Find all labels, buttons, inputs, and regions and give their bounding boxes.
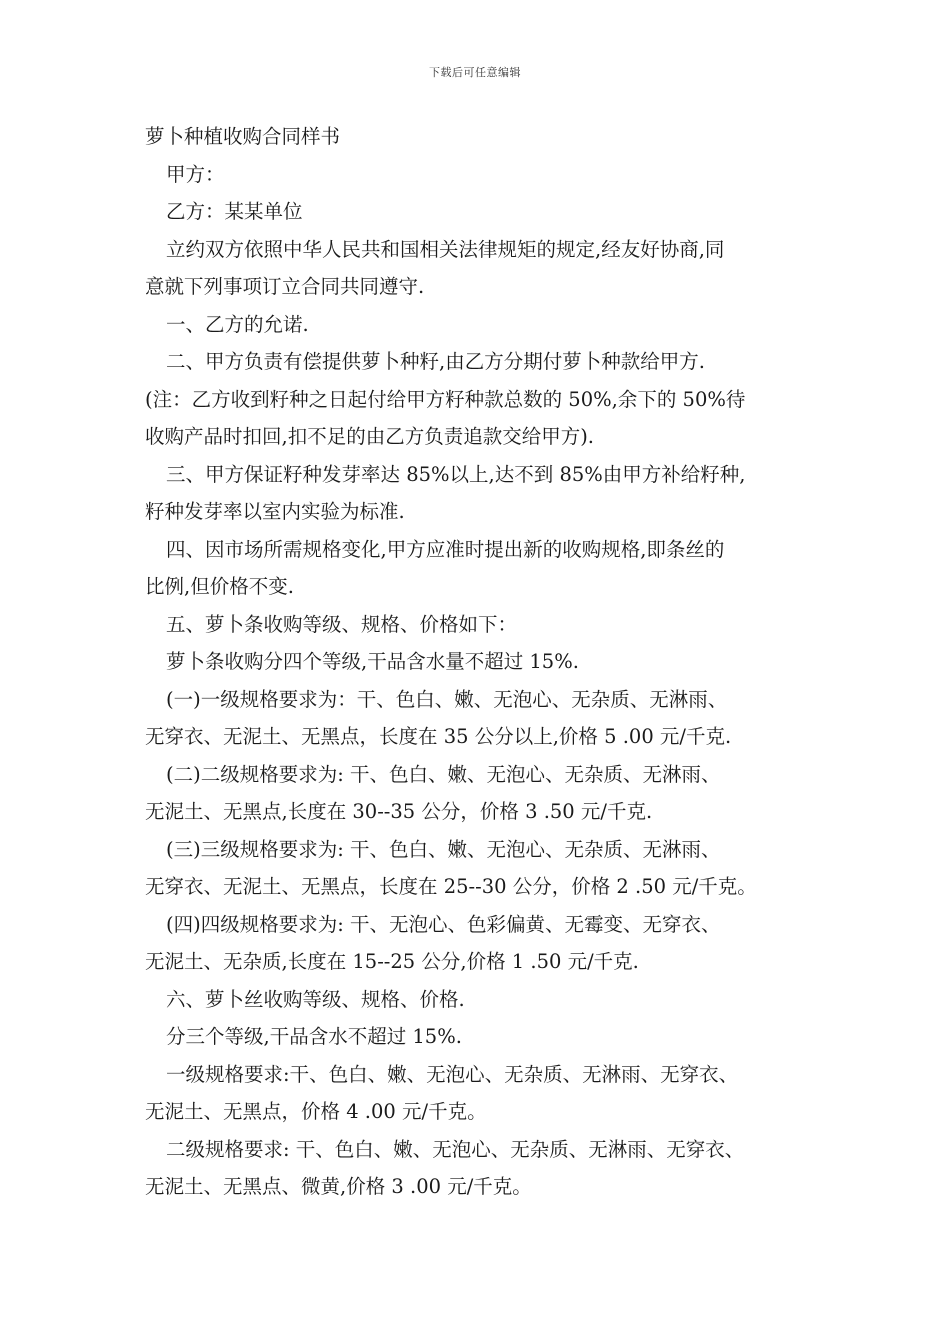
text-line: 无穿衣、无泥土、无黑点，长度在 35 公分以上,价格 5 .00 元/千克.	[145, 725, 732, 748]
text-line: (一)一级规格要求为：干、色白、嫩、无泡心、无杂质、无淋雨、	[166, 687, 728, 711]
text-line: 六、萝卜丝收购等级、规格、价格.	[166, 987, 465, 1011]
text-line: (四)四级规格要求为: 干、无泡心、色彩偏黄、无霉变、无穿衣、	[166, 912, 721, 936]
text-line: 无穿衣、无泥土、无黑点，长度在 25--30 公分，价格 2 .50 元/千克。	[145, 875, 757, 898]
text-line: 无泥土、无黑点、微黄,价格 3 .00 元/千克。	[145, 1175, 532, 1198]
body-lines	[145, 156, 825, 1206]
text-line: (三)三级规格要求为: 干、色白、嫩、无泡心、无杂质、无淋雨、	[166, 837, 721, 861]
text-line: 四、因市场所需规格变化,甲方应准时提出新的收购规格,即条丝的	[166, 537, 725, 561]
text-line: 意就下列事项订立合同共同遵守.	[145, 275, 425, 298]
text-line: 立约双方依照中华人民共和国相关法律规矩的规定,经友好协商,同	[166, 237, 725, 261]
text-line: (二)二级规格要求为: 干、色白、嫩、无泡心、无杂质、无淋雨、	[166, 762, 721, 786]
text-line: 三、甲方保证籽种发芽率达 85%以上,达不到 85%由甲方补给籽种,	[166, 462, 746, 486]
text-line: (注：乙方收到籽种之日起付给甲方籽种款总数的 50%,余下的 50%待	[145, 387, 746, 411]
text-line: 无泥土、无黑点,长度在 30--35 公分，价格 3 .50 元/千克.	[145, 800, 653, 823]
header-note: 下载后可任意编辑	[429, 66, 521, 79]
text-line: 收购产品时扣回,扣不足的由乙方负责追款交给甲方).	[145, 425, 595, 448]
text-line: 无泥土、无杂质,长度在 15--25 公分,价格 1 .50 元/千克.	[145, 950, 639, 973]
text-line: 甲方：	[166, 162, 225, 186]
text-line: 比例,但价格不变.	[145, 575, 294, 598]
text-line: 无泥土、无黑点，价格 4 .00 元/千克。	[145, 1100, 487, 1123]
text-line: 萝卜条收购分四个等级,干品含水量不超过 15%.	[166, 650, 579, 673]
text-line: 籽种发芽率以室内实验为标准.	[145, 500, 405, 523]
text-line: 一级规格要求:干、色白、嫩、无泡心、无杂质、无淋雨、无穿衣、	[166, 1062, 739, 1086]
text-line: 乙方：某某单位	[166, 200, 303, 223]
text-line: 一、乙方的允诺.	[166, 312, 309, 336]
text-line: 二级规格要求: 干、色白、嫩、无泡心、无杂质、无淋雨、无穿衣、	[166, 1137, 745, 1161]
text-line: 二、甲方负责有偿提供萝卜种籽,由乙方分期付萝卜种款给甲方.	[166, 350, 705, 373]
text-line: 五、萝卜条收购等级、规格、价格如下：	[166, 612, 518, 636]
document-body	[145, 118, 825, 1206]
text-line: 分三个等级,干品含水不超过 15%.	[166, 1025, 462, 1048]
document-title: 萝卜种植收购合同样书	[145, 125, 341, 148]
